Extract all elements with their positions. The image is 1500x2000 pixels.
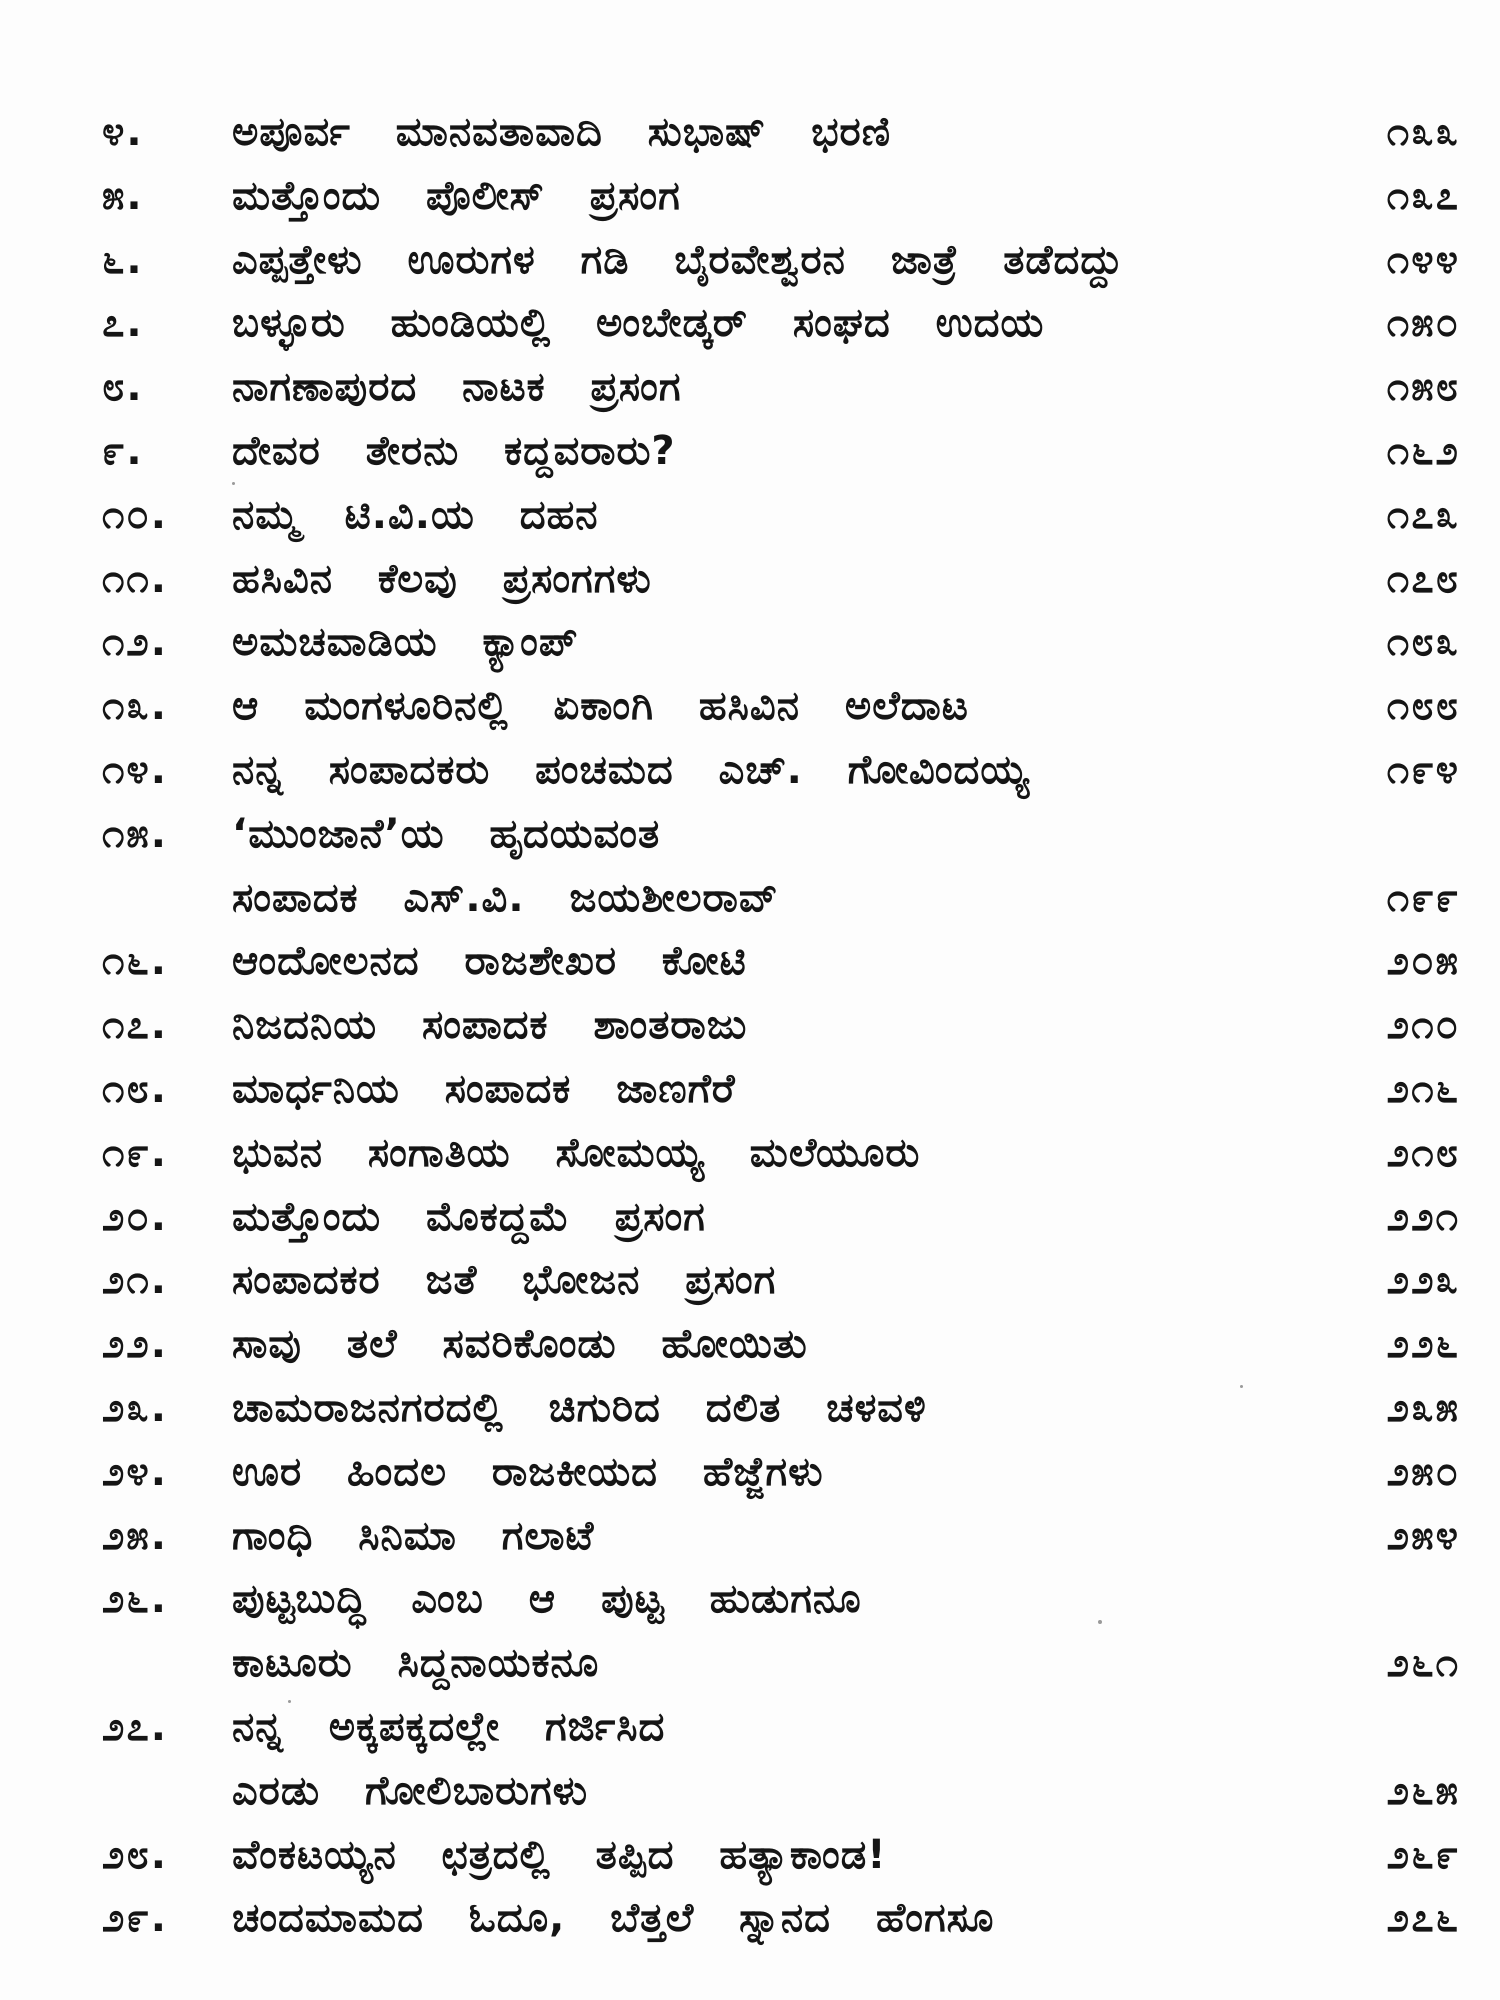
- toc-entry-title: ಅಮಚವಾಡಿಯ ಕ್ಯಾಂಪ್: [232, 619, 579, 666]
- toc-entry-page: ೨೬೫: [1386, 1767, 1460, 1814]
- toc-entry-title: ಪುಟ್ಟಬುದ್ಧಿ ಎಂಬ ಆ ಪುಟ್ಟ ಹುಡುಗನೂ: [232, 1576, 862, 1623]
- toc-entry-number: ೨೩.: [102, 1385, 168, 1431]
- toc-entry-title: ಆ ಮಂಗಳೂರಿನಲ್ಲಿ ಏಕಾಂಗಿ ಹಸಿವಿನ ಅಲೆದಾಟ: [232, 683, 969, 730]
- toc-entry-title: ಸಂಪಾದಕ ಎಸ್.ವಿ. ಜಯಶೀಲರಾವ್: [232, 874, 779, 921]
- toc-entry-number: ೧೫.: [102, 810, 168, 857]
- toc-entry-page: ೧೯೪: [1386, 747, 1460, 793]
- toc-entry-title: ಮತ್ತೊಂದು ಪೊಲೀಸ್ ಪ್ರಸಂಗ: [232, 172, 681, 219]
- toc-entry-page: ೧೭೮: [1386, 555, 1460, 602]
- toc-entry-page: ೧೬೨: [1386, 428, 1460, 474]
- toc-entry-number: ೧೪.: [102, 747, 168, 793]
- toc-entry-title: ಎರಡು ಗೋಲಿಬಾರುಗಳು: [232, 1767, 589, 1814]
- toc-entry-number: ೨೮.: [102, 1831, 168, 1878]
- toc-entry-title: ಸಂಪಾದಕರ ಜತೆ ಭೋಜನ ಪ್ರಸಂಗ: [232, 1257, 777, 1304]
- toc-entry-title: ನನ್ನ ಸಂಪಾದಕರು ಪಂಚಮದ ಎಚ್. ಗೋವಿಂದಯ್ಯ: [232, 747, 1030, 793]
- toc-entry-page: ೨೬೯: [1386, 1831, 1460, 1878]
- toc-entry-page: ೨೫೪: [1386, 1512, 1460, 1559]
- toc-entry-number: ೯.: [102, 428, 144, 474]
- toc-entry-title: ಮತ್ತೊಂದು ಮೊಕದ್ದಮೆ ಪ್ರಸಂಗ: [232, 1193, 706, 1240]
- toc-entry-title: ಹಸಿವಿನ ಕೆಲವು ಪ್ರಸಂಗಗಳು: [232, 555, 652, 602]
- toc-entry-title: ಕಾಟೂರು ಸಿದ್ದನಾಯಕನೂ: [232, 1640, 600, 1687]
- toc-entry-page: ೨೨೧: [1386, 1193, 1460, 1240]
- paper-speck: [1098, 1620, 1102, 1624]
- toc-entry-page: ೨೫೦: [1386, 1448, 1460, 1495]
- toc-entry-number: ೨೧.: [102, 1257, 168, 1304]
- toc-entry-page: ೧೪೪: [1386, 236, 1460, 283]
- toc-entry-page: ೧೫೮: [1386, 364, 1460, 411]
- toc-entry-title: ಭುವನ ಸಂಗಾತಿಯ ಸೋಮಯ್ಯ ಮಲೆಯೂರು: [232, 1129, 921, 1176]
- toc-entry-page: ೨೬೧: [1386, 1640, 1460, 1687]
- toc-entry-page: ೧೮೮: [1386, 683, 1460, 730]
- toc-entry-page: ೧೯೯: [1386, 874, 1460, 921]
- toc-entry-page: ೨೭೬: [1386, 1895, 1460, 1942]
- toc-entry-number: ೫.: [102, 172, 144, 219]
- toc-entry-number: ೧೮.: [102, 1066, 168, 1112]
- toc-entry-number: ೨೨.: [102, 1321, 168, 1368]
- toc-entry-title: ಗಾಂಧಿ ಸಿನಿಮಾ ಗಲಾಟೆ: [232, 1512, 595, 1559]
- toc-entry-title: ನನ್ನ ಅಕ್ಕಪಕ್ಕದಲ್ಲೇ ಗರ್ಜಿಸಿದ: [232, 1704, 666, 1750]
- toc-entry-number: ೧೭.: [102, 1002, 168, 1049]
- toc-entry-page: ೨೨೬: [1386, 1321, 1460, 1368]
- toc-entry-page: ೧೮೩: [1386, 619, 1460, 666]
- toc-entry-number: ೮.: [102, 364, 144, 411]
- toc-entry-page: ೨೦೫: [1386, 938, 1460, 985]
- toc-entry-number: ೧೬.: [102, 938, 168, 985]
- toc-entry-title: ನಿಜದನಿಯ ಸಂಪಾದಕ ಶಾಂತರಾಜು: [232, 1002, 748, 1049]
- paper-speck: [288, 1700, 291, 1703]
- toc-entry-number: ೧೧.: [102, 555, 168, 602]
- toc-entry-number: ೬.: [102, 236, 144, 283]
- toc-entry-title: ಅಪೂರ್ವ ಮಾನವತಾವಾದಿ ಸುಭಾಷ್ ಭರಣಿ: [232, 109, 892, 155]
- toc-entry-title: ಸಾವು ತಲೆ ಸವರಿಕೊಂಡು ಹೋಯಿತು: [232, 1321, 808, 1368]
- toc-entry-title: ನಾಗಣಾಪುರದ ನಾಟಕ ಪ್ರಸಂಗ: [232, 364, 682, 411]
- toc-entry-title: ವೆಂಕಟಯ್ಯನ ಛತ್ರದಲ್ಲಿ ತಪ್ಪಿದ ಹತ್ಯಾಕಾಂಡ!: [232, 1831, 887, 1878]
- toc-entry-title: ಚಂದಮಾಮದ ಓದೂ, ಬೆತ್ತಲೆ ಸ್ನಾನದ ಹೆಂಗಸೂ: [232, 1895, 995, 1942]
- toc-entry-page: ೧೩೩: [1386, 109, 1460, 155]
- toc-entry-page: ೨೧೮: [1386, 1129, 1460, 1176]
- paper-speck: [232, 482, 235, 485]
- toc-entry-page: ೧೭೩: [1386, 491, 1460, 538]
- toc-entry-number: ೨೫.: [102, 1512, 168, 1559]
- toc-entry-title: ಆಂದೋಲನದ ರಾಜಶೇಖರ ಕೋಟಿ: [232, 938, 747, 985]
- toc-entry-number: ೧೩.: [102, 683, 168, 730]
- toc-entry-number: ೭.: [102, 300, 144, 347]
- toc-entry-number: ೧೦.: [102, 491, 168, 538]
- toc-entry-title: ಎಪ್ಪತ್ತೇಳು ಊರುಗಳ ಗಡಿ ಬೈರವೇಶ್ವರನ ಜಾತ್ರೆ ತಡೆದದ್ದು: [232, 236, 1124, 283]
- toc-entry-title: ಚಾಮರಾಜನಗರದಲ್ಲಿ ಚಿಗುರಿದ ದಲಿತ ಚಳವಳಿ: [232, 1385, 927, 1431]
- toc-entry-page: ೨೨೩: [1386, 1257, 1460, 1304]
- toc-entry-number: ೨೦.: [102, 1193, 168, 1240]
- paper-speck: [1240, 1385, 1243, 1388]
- toc-entry-number: ೪.: [102, 109, 144, 155]
- toc-entry-number: ೨೭.: [102, 1704, 168, 1750]
- toc-entry-number: ೨೯.: [102, 1895, 168, 1942]
- toc-entry-page: ೨೧೬: [1386, 1066, 1460, 1112]
- toc-entry-page: ೧೫೦: [1386, 300, 1460, 347]
- toc-entry-title: ‘ಮುಂಜಾನೆ’ಯ ಹೃದಯವಂತ: [232, 810, 661, 857]
- toc-entry-title: ದೇವರ ತೇರನು ಕದ್ದವರಾರು?: [232, 428, 676, 474]
- toc-entry-number: ೨೬.: [102, 1576, 168, 1623]
- toc-entry-page: ೧೩೭: [1386, 172, 1460, 219]
- toc-entry-title: ನಮ್ಮ ಟಿ.ವಿ.ಯ ದಹನ: [232, 491, 599, 538]
- toc-entry-title: ಬಳ್ಳೂರು ಹುಂಡಿಯಲ್ಲಿ ಅಂಬೇಡ್ಕರ್ ಸಂಘದ ಉದಯ: [232, 300, 1045, 347]
- toc-entry-number: ೨೪.: [102, 1448, 168, 1495]
- toc-entry-page: ೨೩೫: [1386, 1385, 1460, 1431]
- toc-entry-page: ೨೧೦: [1386, 1002, 1460, 1049]
- toc-entry-title: ಊರ ಹಿಂದಲ ರಾಜಕೀಯದ ಹೆಜ್ಜೆಗಳು: [232, 1448, 824, 1495]
- toc-entry-number: ೧೨.: [102, 619, 168, 666]
- toc-entry-number: ೧೯.: [102, 1129, 168, 1176]
- toc-entry-title: ಮಾರ್ಧನಿಯ ಸಂಪಾದಕ ಜಾಣಗೆರೆ: [232, 1066, 736, 1112]
